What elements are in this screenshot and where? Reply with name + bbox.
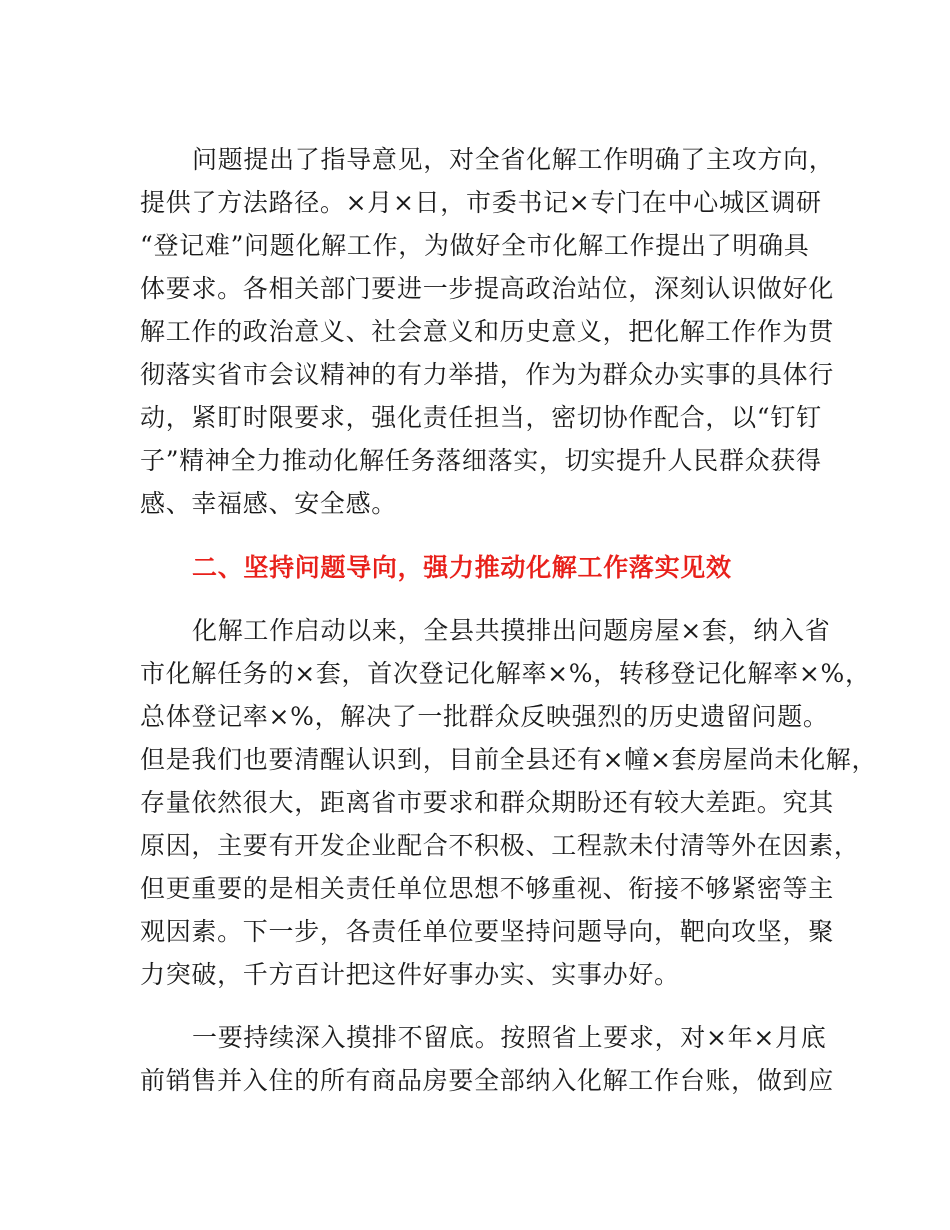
text-line: 动，紧盯时限要求，强化责任担当，密切协作配合，以“钉钉 xyxy=(140,403,822,432)
text-line: 原因，主要有开发企业配合不积极、工程款未付清等外在因素， xyxy=(140,831,860,860)
text-line: 解工作的政治意义、社会意义和历史意义，把化解工作作为贯 xyxy=(140,317,834,346)
text-line: 彻落实省市会议精神的有力举措，作为为群众办实事的具体行 xyxy=(140,360,834,389)
text-line: 存量依然很大，距离省市要求和群众期盼还有较大差距。究其 xyxy=(140,788,834,817)
text-line: 总体登记率×%，解决了一批群众反映强烈的历史遗留问题。 xyxy=(140,702,829,731)
text-line: 子”精神全力推动化解任务落细落实，切实提升人民群众获得 xyxy=(140,446,822,475)
text-line: 问题提出了指导意见，对全省化解工作明确了主攻方向， xyxy=(192,145,835,174)
text-line: 化解工作启动以来，全县共摸排出问题房屋×套，纳入省 xyxy=(192,616,831,645)
text-line: 一要持续深入摸排不留底。按照省上要求，对×年×月底 xyxy=(192,1023,827,1052)
section-heading: 二、坚持问题导向，强力推动化解工作落实见效 xyxy=(192,553,732,582)
text-line: 体要求。各相关部门要进一步提高政治站位，深刻认识做好化 xyxy=(140,274,834,303)
text-line: 前销售并入住的所有商品房要全部纳入化解工作台账，做到应 xyxy=(140,1066,834,1095)
text-line: 提供了方法路径。×月×日，市委书记×专门在中心城区调研 xyxy=(140,188,822,217)
text-line: 但更重要的是相关责任单位思想不够重视、衔接不够紧密等主 xyxy=(140,874,834,903)
text-line: “登记难”问题化解工作，为做好全市化解工作提出了明确具 xyxy=(140,231,810,260)
text-line: 市化解任务的×套，首次登记化解率×%，转移登记化解率×%， xyxy=(140,659,871,688)
text-line: 感、幸福感、安全感。 xyxy=(140,489,398,518)
text-line: 观因素。下一步，各责任单位要坚持问题导向，靶向攻坚，聚 xyxy=(140,917,834,946)
text-line: 但是我们也要清醒认识到，目前全县还有×幢×套房屋尚未化解， xyxy=(140,745,878,774)
text-line: 力突破，千方百计把这件好事办实、实事办好。 xyxy=(140,960,680,989)
